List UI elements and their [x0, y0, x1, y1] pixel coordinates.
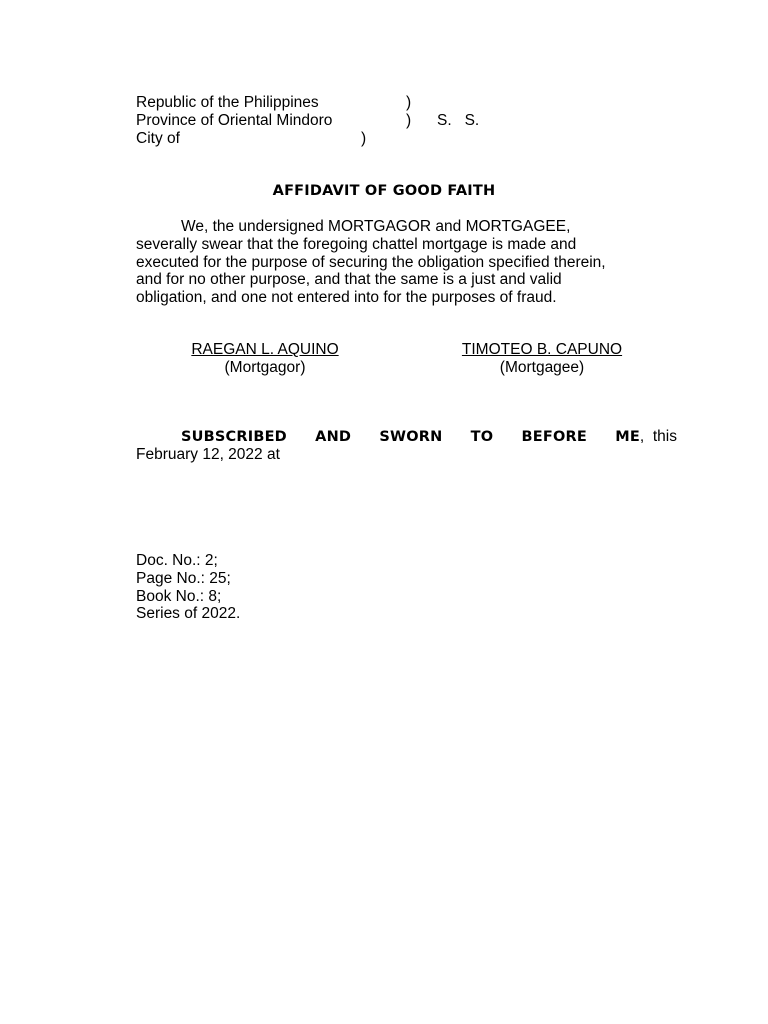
jurat-word: AND	[315, 429, 352, 445]
signatory-mortgagor	[170, 341, 360, 377]
signatory-mortgagee	[440, 341, 644, 377]
venue-paren-2: )	[406, 112, 412, 129]
body-line: obligation, and one not entered into for the purposes of fraud.	[136, 289, 557, 307]
body-line: and for no other purpose, and that the same is a just and valid	[136, 271, 562, 289]
document-title: AFFIDAVIT OF GOOD FAITH	[272, 183, 496, 199]
affidavit-body	[136, 218, 676, 307]
jurat-me-this	[615, 428, 677, 446]
jurat-word: BEFORE	[521, 429, 587, 445]
jurat-tail: , this	[639, 428, 677, 445]
doc-number: Doc. No.: 2;	[136, 552, 218, 569]
venue-paren-3: )	[361, 130, 367, 147]
jurat-word: ME	[615, 429, 640, 445]
signatory-role: (Mortgagor)	[224, 359, 306, 376]
signatory-role: (Mortgagee)	[499, 359, 585, 376]
book-number: Book No.: 8;	[136, 587, 222, 605]
venue-city: City of	[136, 130, 180, 147]
signatory-name: TIMOTEO B. CAPUNO	[461, 341, 623, 358]
page-number: Page No.: 25;	[136, 569, 231, 587]
jurat-word: TO	[470, 429, 494, 445]
body-line: executed for the purpose of securing the obligation specified therein,	[136, 253, 606, 271]
jurat-word: SWORN	[379, 429, 443, 445]
jurat-date: February 12, 2022 at	[136, 446, 280, 463]
venue-province: Province of Oriental Mindoro	[136, 112, 333, 129]
venue-paren-1: )	[406, 94, 412, 111]
venue-country: Republic of the Philippines	[136, 94, 319, 111]
jurat-word: SUBSCRIBED	[181, 429, 287, 445]
body-line: We, the undersigned MORTGAGOR and MORTGAGEE,	[181, 218, 571, 235]
jurat-line	[181, 428, 677, 446]
signatory-name: RAEGAN L. AQUINO	[191, 341, 339, 358]
body-line: severally swear that the foregoing chattel mortgage is made and	[136, 235, 577, 253]
notarial-register	[136, 552, 240, 623]
venue-ss: S. S.	[437, 112, 480, 129]
series-year: Series of 2022.	[136, 605, 241, 623]
